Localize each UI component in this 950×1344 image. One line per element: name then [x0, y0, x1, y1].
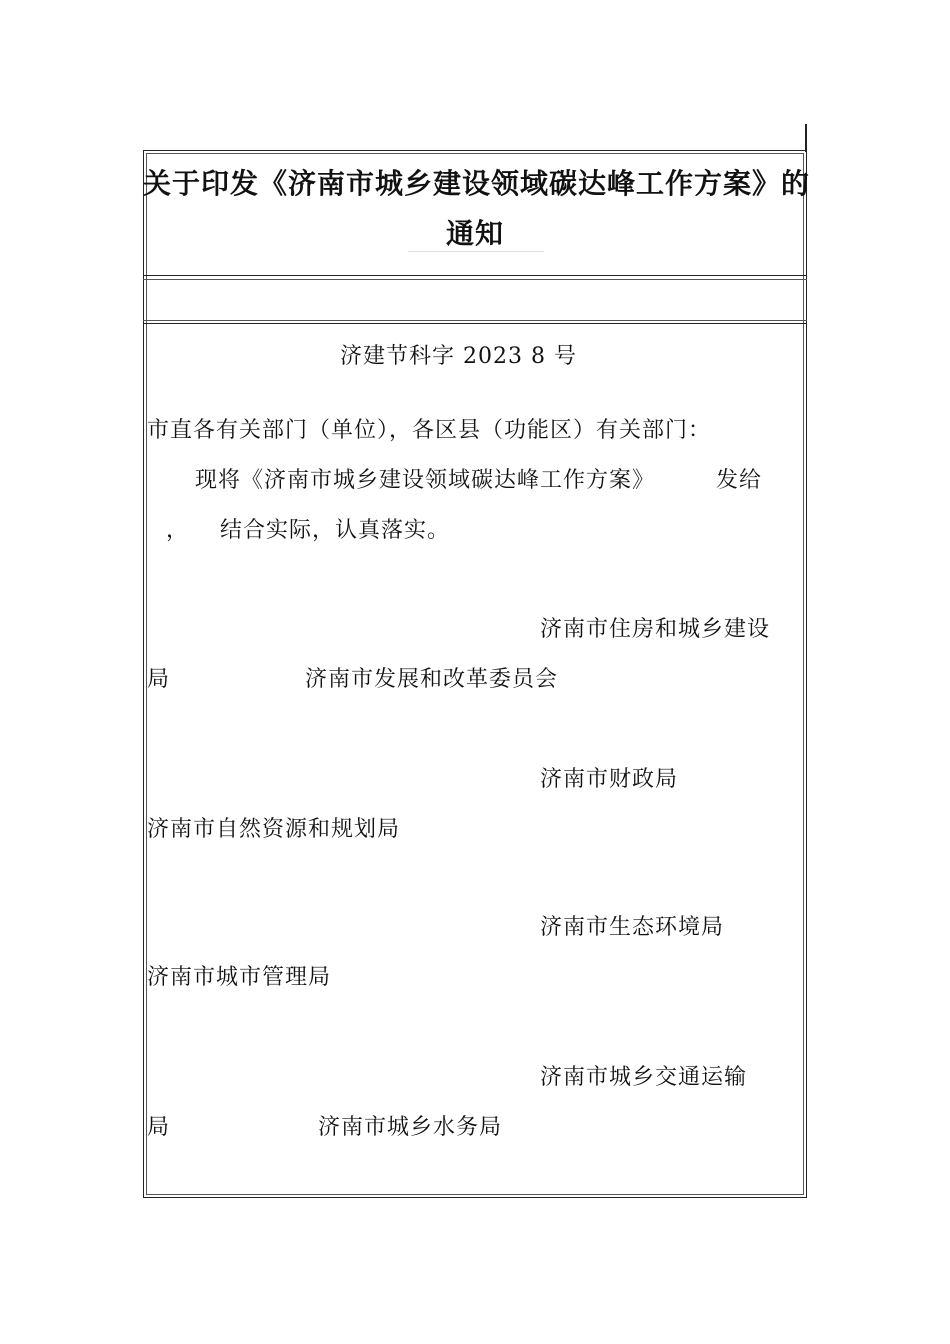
frame-top-tick [805, 124, 807, 152]
divider-1 [143, 275, 807, 276]
issuer-urban-management: 济南市城市管理局 [147, 965, 332, 990]
issuer-transport-cont: 局 [147, 1115, 171, 1140]
divider-2-inner [143, 320, 807, 321]
body-line-2: 结合实际，认真落实。 [220, 518, 451, 543]
issuer-housing-cont: 局 [147, 667, 171, 692]
body-line-1-end: 发给 [716, 468, 763, 493]
title-line-2: 通知 [445, 217, 504, 250]
divider-2 [143, 323, 807, 324]
issuer-water: 济南市城乡水务局 [318, 1115, 503, 1140]
issuer-housing: 济南市住房和城乡建设 [540, 617, 771, 642]
issuer-natural-resources: 济南市自然资源和规划局 [147, 817, 401, 842]
title-underline [408, 251, 544, 252]
salutation: 市直各有关部门（单位），各区县（功能区）有关部门： [147, 418, 712, 443]
divider-1-inner [143, 279, 807, 280]
issuer-finance: 济南市财政局 [540, 767, 679, 792]
issuer-development: 济南市发展和改革委员会 [305, 667, 559, 692]
issuer-transport: 济南市城乡交通运输 [540, 1065, 748, 1090]
body-line-1: 现将《济南市城乡建设领域碳达峰工作方案》 [195, 468, 656, 493]
issuer-ecology: 济南市生态环境局 [540, 915, 725, 940]
title-line-1: 关于印发《济南市城乡建设领域碳达峰工作方案》的 [143, 167, 811, 200]
body-comma: ， [166, 518, 190, 543]
document-number: 济建节科字 2023 8 号 [340, 344, 577, 369]
